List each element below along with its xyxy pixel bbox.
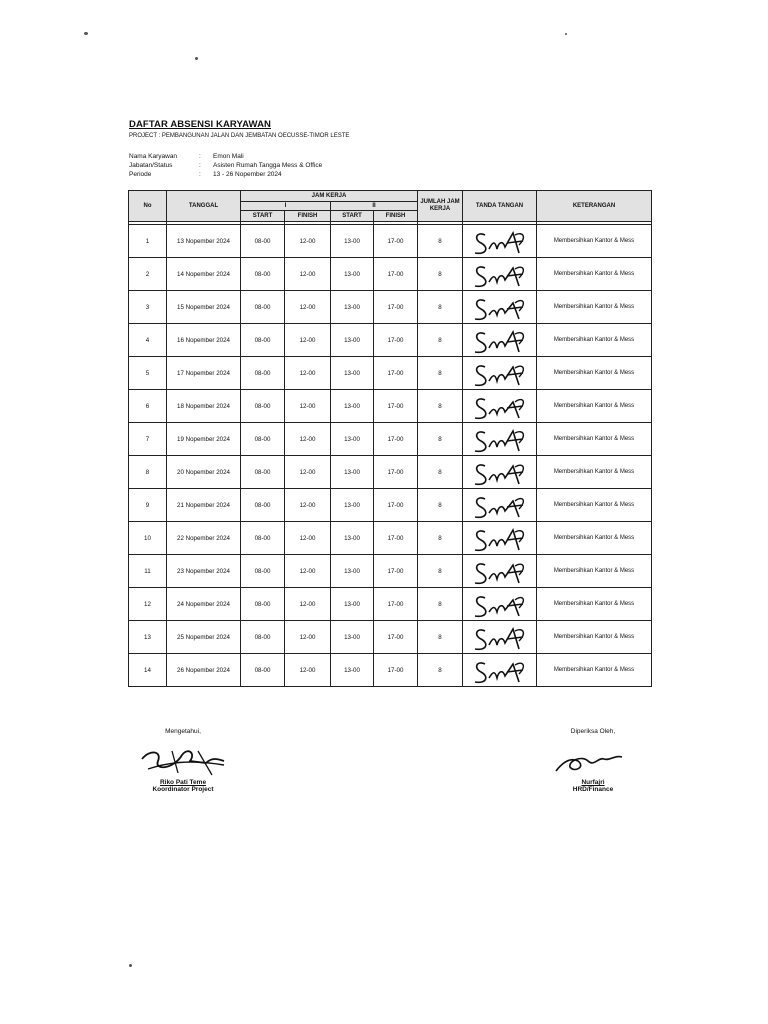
employee-position: Asisten Rumah Tangga Mess & Office bbox=[213, 162, 323, 169]
handwritten-signature bbox=[467, 623, 533, 653]
row-start-2: 13-00 bbox=[331, 654, 374, 687]
row-hours: 8 bbox=[418, 423, 463, 456]
handwritten-signature bbox=[467, 590, 533, 620]
handwritten-signature bbox=[467, 260, 533, 290]
row-hours: 8 bbox=[418, 324, 463, 357]
row-finish-2: 17-00 bbox=[374, 225, 418, 258]
row-hours: 8 bbox=[418, 621, 463, 654]
colon: : bbox=[199, 153, 201, 160]
row-hours: 8 bbox=[418, 654, 463, 687]
table-row bbox=[129, 588, 652, 621]
row-no: 4 bbox=[129, 324, 167, 357]
row-finish-2: 17-00 bbox=[374, 522, 418, 555]
row-hours: 8 bbox=[418, 357, 463, 390]
row-start-2: 13-00 bbox=[331, 456, 374, 489]
row-signature bbox=[463, 588, 537, 621]
row-no: 14 bbox=[129, 654, 167, 687]
row-signature bbox=[463, 654, 537, 687]
row-hours: 8 bbox=[418, 258, 463, 291]
row-note: Membersihkan Kantor & Mess bbox=[537, 357, 652, 390]
header-no: No bbox=[129, 191, 167, 222]
row-finish-1: 12-00 bbox=[285, 489, 331, 522]
row-finish-2: 17-00 bbox=[374, 357, 418, 390]
handwritten-signature bbox=[467, 656, 533, 686]
table-row bbox=[129, 258, 652, 291]
row-no: 3 bbox=[129, 291, 167, 324]
header-shift-2: II bbox=[331, 202, 418, 211]
row-signature bbox=[463, 489, 537, 522]
row-note: Membersihkan Kantor & Mess bbox=[537, 489, 652, 522]
row-date: 22 Nopember 2024 bbox=[167, 522, 241, 555]
row-signature bbox=[463, 423, 537, 456]
row-no: 10 bbox=[129, 522, 167, 555]
header-finish-1: FINISH bbox=[285, 211, 331, 222]
row-signature bbox=[463, 456, 537, 489]
row-finish-2: 17-00 bbox=[374, 291, 418, 324]
header-shift-1: I bbox=[241, 202, 331, 211]
row-signature bbox=[463, 225, 537, 258]
row-start-1: 08-00 bbox=[241, 390, 285, 423]
name-label: Nama Karyawan bbox=[129, 153, 178, 160]
table-row bbox=[129, 357, 652, 390]
row-finish-1: 12-00 bbox=[285, 555, 331, 588]
info-row-name bbox=[129, 152, 322, 161]
row-hours: 8 bbox=[418, 291, 463, 324]
header-tanggal: TANGGAL bbox=[167, 191, 241, 222]
row-start-2: 13-00 bbox=[331, 555, 374, 588]
table-row bbox=[129, 555, 652, 588]
position-label: Jabatan/Status bbox=[129, 162, 173, 169]
header-tanda-tangan: TANDA TANGAN bbox=[463, 191, 537, 222]
info-row-period bbox=[129, 170, 322, 179]
row-finish-2: 17-00 bbox=[374, 258, 418, 291]
hrd-signature bbox=[548, 739, 638, 779]
scan-speck bbox=[84, 32, 88, 35]
row-no: 9 bbox=[129, 489, 167, 522]
row-start-1: 08-00 bbox=[241, 621, 285, 654]
row-start-2: 13-00 bbox=[331, 489, 374, 522]
row-start-2: 13-00 bbox=[331, 423, 374, 456]
handwritten-signature bbox=[467, 557, 533, 587]
row-note: Membersihkan Kantor & Mess bbox=[537, 588, 652, 621]
row-note: Membersihkan Kantor & Mess bbox=[537, 621, 652, 654]
row-start-1: 08-00 bbox=[241, 654, 285, 687]
scan-speck bbox=[195, 57, 198, 60]
row-date: 25 Nopember 2024 bbox=[167, 621, 241, 654]
header-finish-2: FINISH bbox=[374, 211, 418, 222]
row-finish-1: 12-00 bbox=[285, 225, 331, 258]
footer-left-role: Koordinator Project bbox=[152, 786, 214, 793]
row-start-2: 13-00 bbox=[331, 621, 374, 654]
row-date: 13 Nopember 2024 bbox=[167, 225, 241, 258]
row-start-1: 08-00 bbox=[241, 291, 285, 324]
row-date: 23 Nopember 2024 bbox=[167, 555, 241, 588]
footer-right-name: Nurfajri bbox=[581, 779, 605, 786]
handwritten-signature bbox=[467, 293, 533, 323]
row-no: 13 bbox=[129, 621, 167, 654]
row-start-1: 08-00 bbox=[241, 357, 285, 390]
row-finish-1: 12-00 bbox=[285, 390, 331, 423]
row-finish-1: 12-00 bbox=[285, 621, 331, 654]
table-row bbox=[129, 390, 652, 423]
row-finish-1: 12-00 bbox=[285, 522, 331, 555]
row-signature bbox=[463, 522, 537, 555]
info-row-position bbox=[129, 161, 322, 170]
row-date: 20 Nopember 2024 bbox=[167, 456, 241, 489]
handwritten-signature bbox=[467, 524, 533, 554]
row-no: 7 bbox=[129, 423, 167, 456]
row-start-2: 13-00 bbox=[331, 588, 374, 621]
row-finish-2: 17-00 bbox=[374, 390, 418, 423]
row-hours: 8 bbox=[418, 588, 463, 621]
row-signature bbox=[463, 621, 537, 654]
row-start-1: 08-00 bbox=[241, 258, 285, 291]
row-hours: 8 bbox=[418, 489, 463, 522]
handwritten-signature bbox=[467, 227, 533, 257]
row-start-2: 13-00 bbox=[331, 390, 374, 423]
handwritten-signature bbox=[467, 326, 533, 356]
row-hours: 8 bbox=[418, 522, 463, 555]
colon: : bbox=[199, 171, 201, 178]
row-start-2: 13-00 bbox=[331, 324, 374, 357]
row-no: 1 bbox=[129, 225, 167, 258]
row-signature bbox=[463, 324, 537, 357]
table-row bbox=[129, 489, 652, 522]
period-label: Periode bbox=[129, 171, 152, 178]
row-note: Membersihkan Kantor & Mess bbox=[537, 654, 652, 687]
row-finish-2: 17-00 bbox=[374, 555, 418, 588]
footer-right bbox=[548, 728, 638, 793]
row-start-2: 13-00 bbox=[331, 258, 374, 291]
colon: : bbox=[199, 162, 201, 169]
table-row bbox=[129, 621, 652, 654]
row-start-1: 08-00 bbox=[241, 225, 285, 258]
row-finish-1: 12-00 bbox=[285, 357, 331, 390]
table-row bbox=[129, 225, 652, 258]
row-finish-2: 17-00 bbox=[374, 456, 418, 489]
row-date: 19 Nopember 2024 bbox=[167, 423, 241, 456]
row-note: Membersihkan Kantor & Mess bbox=[537, 522, 652, 555]
footer-left-name: Riko Pati Teme bbox=[159, 779, 207, 786]
row-date: 14 Nopember 2024 bbox=[167, 258, 241, 291]
header-keterangan: KETERANGAN bbox=[537, 191, 652, 222]
header-start-1: START bbox=[241, 211, 285, 222]
row-signature bbox=[463, 258, 537, 291]
row-date: 18 Nopember 2024 bbox=[167, 390, 241, 423]
row-signature bbox=[463, 555, 537, 588]
row-note: Membersihkan Kantor & Mess bbox=[537, 291, 652, 324]
row-start-2: 13-00 bbox=[331, 522, 374, 555]
row-no: 5 bbox=[129, 357, 167, 390]
row-start-1: 08-00 bbox=[241, 423, 285, 456]
row-note: Membersihkan Kantor & Mess bbox=[537, 324, 652, 357]
row-start-1: 08-00 bbox=[241, 522, 285, 555]
row-start-1: 08-00 bbox=[241, 588, 285, 621]
header-jumlah: JUMLAH JAM KERJA bbox=[418, 191, 463, 222]
row-no: 11 bbox=[129, 555, 167, 588]
attendance-table bbox=[128, 190, 652, 687]
row-hours: 8 bbox=[418, 390, 463, 423]
footer-left-caption: Mengetahui, bbox=[165, 728, 201, 735]
row-finish-1: 12-00 bbox=[285, 324, 331, 357]
row-note: Membersihkan Kantor & Mess bbox=[537, 258, 652, 291]
table-row bbox=[129, 654, 652, 687]
table-row bbox=[129, 423, 652, 456]
row-finish-2: 17-00 bbox=[374, 489, 418, 522]
handwritten-signature bbox=[467, 458, 533, 488]
row-finish-1: 12-00 bbox=[285, 654, 331, 687]
table-row bbox=[129, 291, 652, 324]
row-start-1: 08-00 bbox=[241, 324, 285, 357]
row-start-2: 13-00 bbox=[331, 291, 374, 324]
row-finish-1: 12-00 bbox=[285, 456, 331, 489]
row-hours: 8 bbox=[418, 555, 463, 588]
row-finish-2: 17-00 bbox=[374, 654, 418, 687]
project-line: PROJECT : PEMBANGUNAN JALAN DAN JEMBATAN OECUSSE-TIMOR LESTE bbox=[129, 133, 350, 139]
row-note: Membersihkan Kantor & Mess bbox=[537, 555, 652, 588]
handwritten-signature bbox=[467, 359, 533, 389]
coordinator-signature bbox=[128, 739, 238, 779]
row-no: 12 bbox=[129, 588, 167, 621]
row-finish-1: 12-00 bbox=[285, 423, 331, 456]
row-signature bbox=[463, 357, 537, 390]
employee-name: Emon Mali bbox=[213, 153, 244, 160]
employee-info bbox=[129, 152, 322, 179]
row-note: Membersihkan Kantor & Mess bbox=[537, 456, 652, 489]
row-hours: 8 bbox=[418, 225, 463, 258]
row-finish-1: 12-00 bbox=[285, 291, 331, 324]
scan-speck bbox=[565, 33, 567, 35]
row-date: 17 Nopember 2024 bbox=[167, 357, 241, 390]
table-row bbox=[129, 456, 652, 489]
row-date: 24 Nopember 2024 bbox=[167, 588, 241, 621]
header-jam-kerja: JAM KERJA bbox=[241, 191, 418, 202]
table-row bbox=[129, 324, 652, 357]
row-no: 8 bbox=[129, 456, 167, 489]
footer-right-role: HRD/Finance bbox=[572, 786, 614, 793]
row-date: 15 Nopember 2024 bbox=[167, 291, 241, 324]
document-header bbox=[129, 119, 649, 139]
employee-period: 13 - 26 Nopember 2024 bbox=[213, 171, 282, 178]
row-signature bbox=[463, 291, 537, 324]
row-date: 26 Nopember 2024 bbox=[167, 654, 241, 687]
row-date: 16 Nopember 2024 bbox=[167, 324, 241, 357]
header-start-2: START bbox=[331, 211, 374, 222]
row-signature bbox=[463, 390, 537, 423]
row-start-1: 08-00 bbox=[241, 489, 285, 522]
row-note: Membersihkan Kantor & Mess bbox=[537, 225, 652, 258]
row-start-2: 13-00 bbox=[331, 357, 374, 390]
row-no: 2 bbox=[129, 258, 167, 291]
document-title: DAFTAR ABSENSI KARYAWAN bbox=[129, 119, 271, 130]
row-start-1: 08-00 bbox=[241, 555, 285, 588]
row-finish-1: 12-00 bbox=[285, 588, 331, 621]
row-note: Membersihkan Kantor & Mess bbox=[537, 390, 652, 423]
row-finish-2: 17-00 bbox=[374, 588, 418, 621]
row-start-2: 13-00 bbox=[331, 225, 374, 258]
handwritten-signature bbox=[467, 392, 533, 422]
footer-left bbox=[128, 728, 238, 793]
table-row bbox=[129, 522, 652, 555]
scan-speck bbox=[129, 964, 132, 967]
row-finish-2: 17-00 bbox=[374, 423, 418, 456]
row-start-1: 08-00 bbox=[241, 456, 285, 489]
footer-right-caption: Diperiksa Oleh, bbox=[570, 728, 616, 735]
row-finish-1: 12-00 bbox=[285, 258, 331, 291]
row-date: 21 Nopember 2024 bbox=[167, 489, 241, 522]
handwritten-signature bbox=[467, 425, 533, 455]
row-hours: 8 bbox=[418, 456, 463, 489]
row-finish-2: 17-00 bbox=[374, 324, 418, 357]
row-no: 6 bbox=[129, 390, 167, 423]
row-finish-2: 17-00 bbox=[374, 621, 418, 654]
handwritten-signature bbox=[467, 491, 533, 521]
row-note: Membersihkan Kantor & Mess bbox=[537, 423, 652, 456]
